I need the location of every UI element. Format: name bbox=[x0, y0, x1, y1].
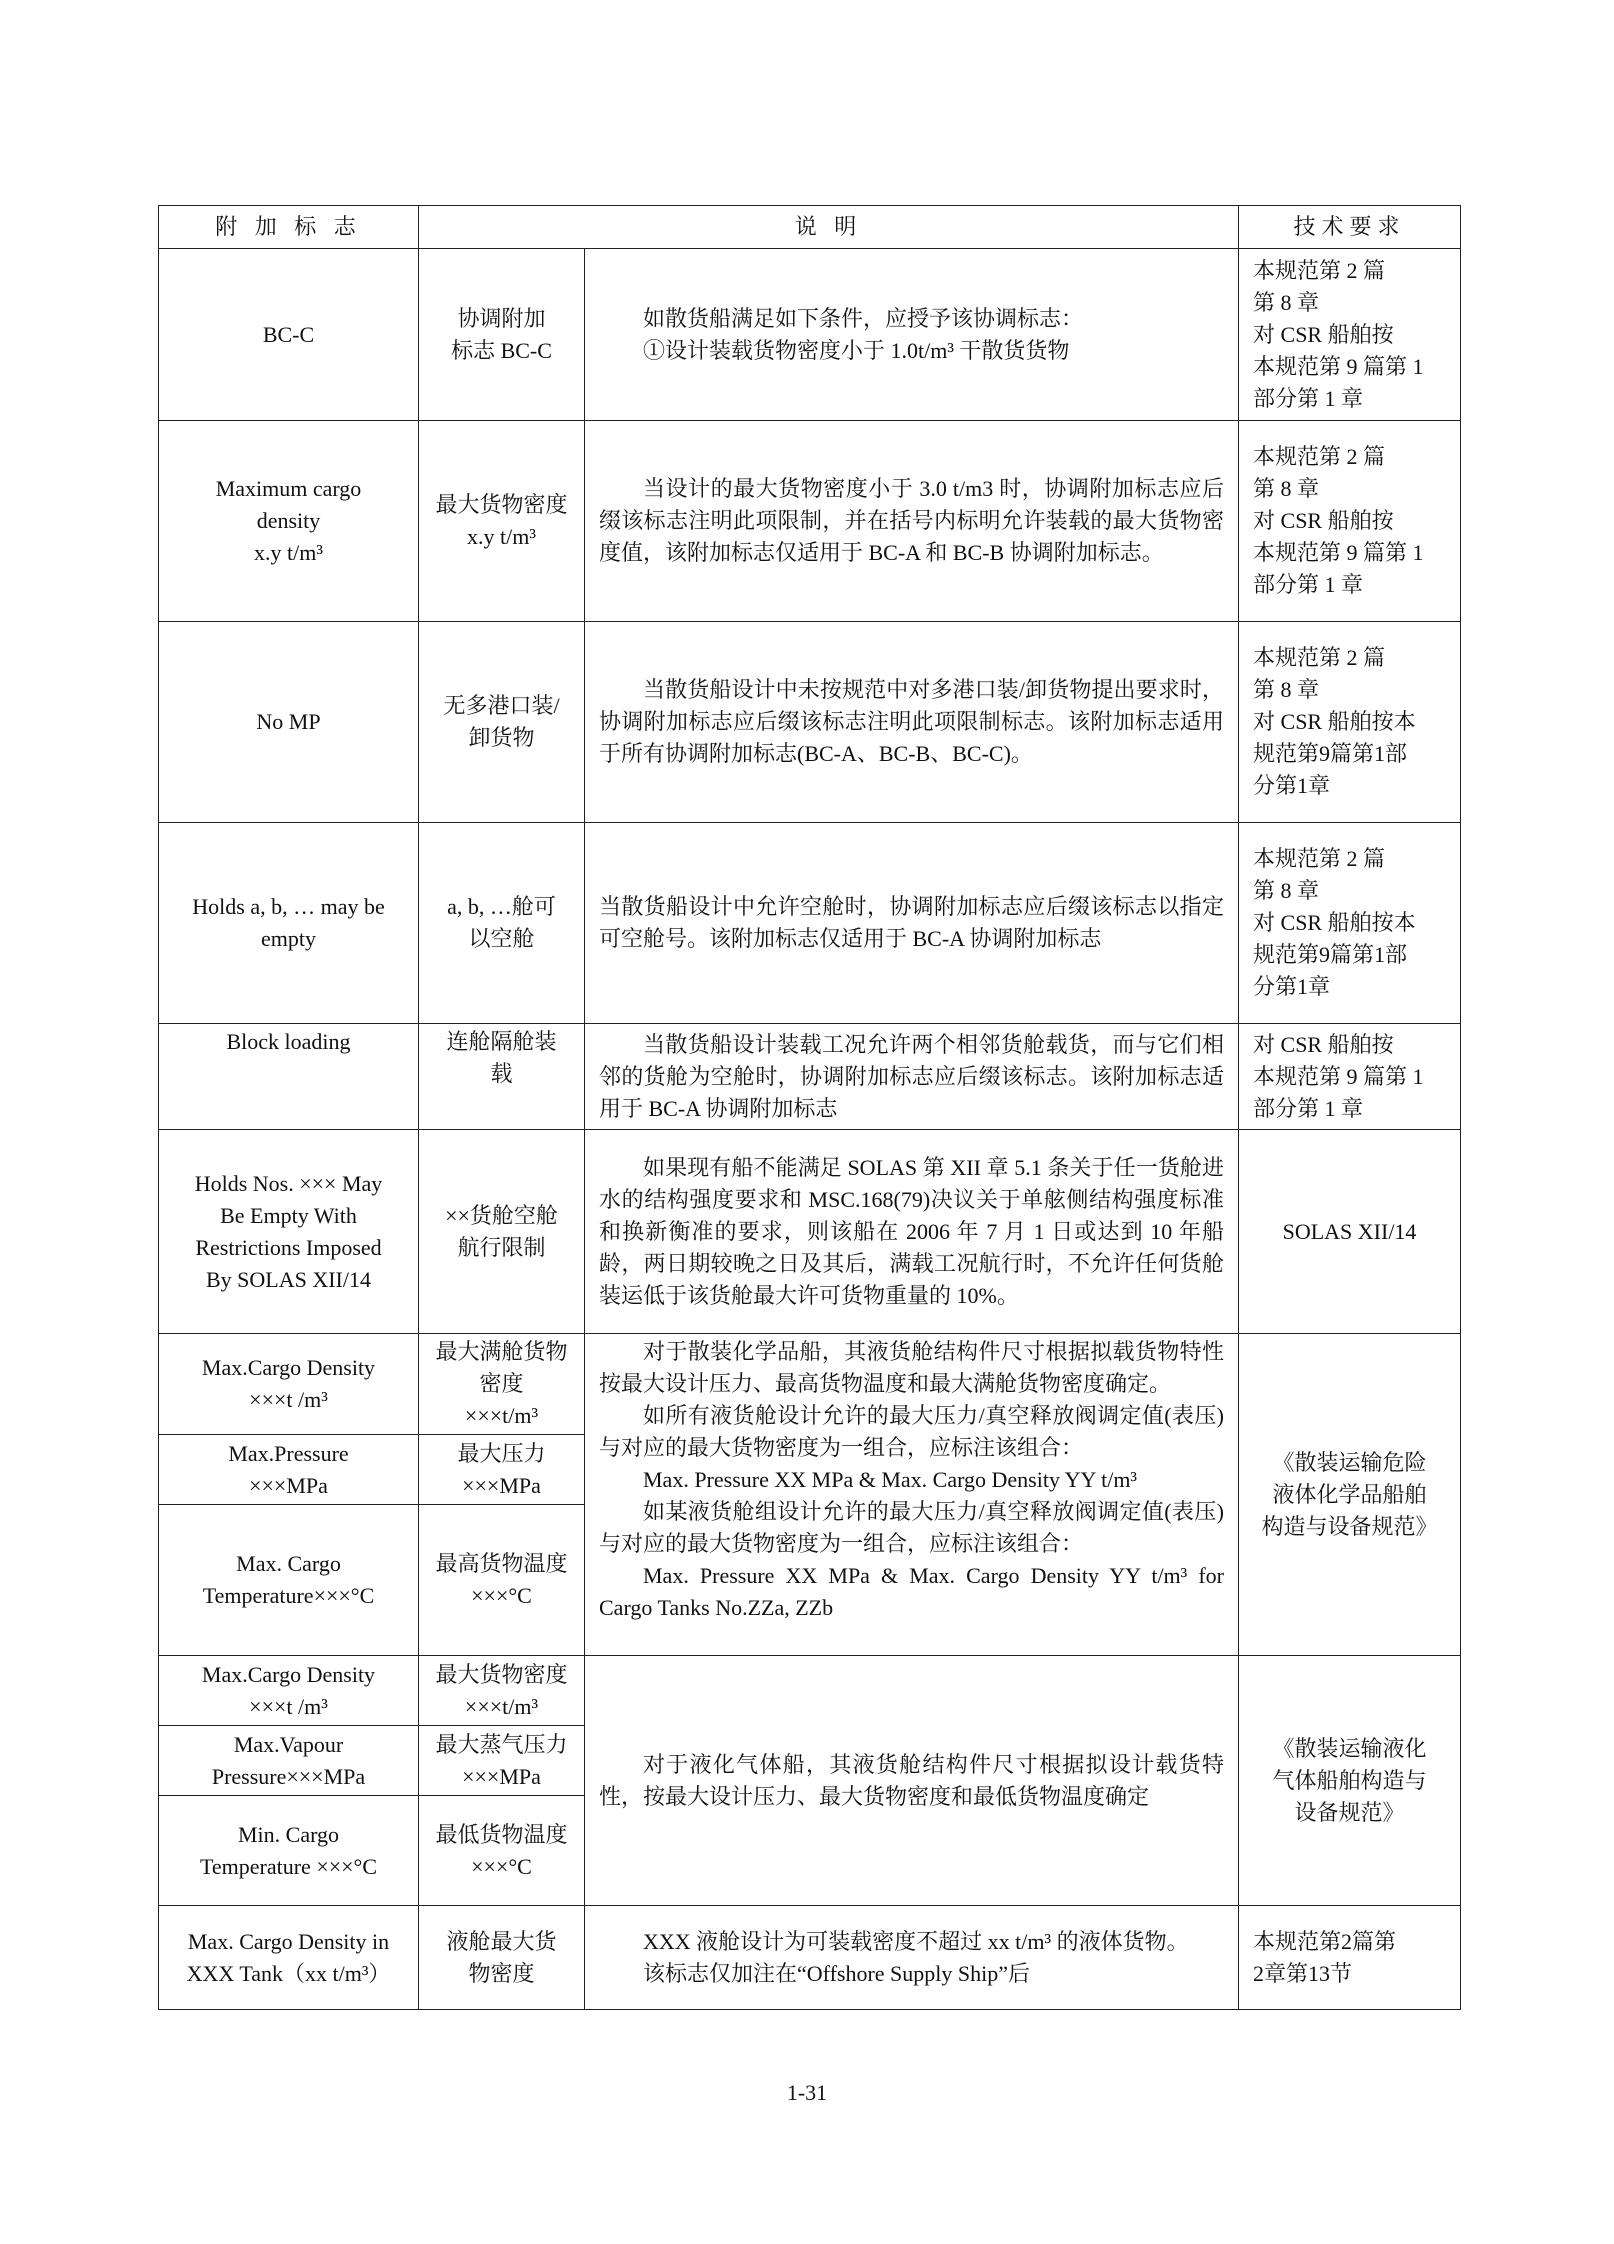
table-row bbox=[159, 249, 1461, 421]
description-text: 如散货船满足如下条件，应授予该协调标志： bbox=[643, 305, 1084, 331]
description-text: Max. Pressure XX MPa & Max. Cargo Density YY t/m³ for Cargo Tanks No.ZZa, ZZb bbox=[599, 1563, 1225, 1620]
notation-cell: Max. Cargo Temperature×××°C bbox=[159, 1505, 419, 1656]
description-cell bbox=[585, 249, 1239, 421]
description-text: 该标志仅加注在“Offshore Supply Ship”后 bbox=[643, 1960, 1031, 1986]
description-text: 如果现有船不能满足 SOLAS 第 XII 章 5.1 条关于任一货舱进水的结构强度要求和 MSC.168(79)决议关于单舷侧结构强度标准和换新衡准的要求，则该船在 2006 年 7 月 1 日或达到 10 年船龄，两日期较晚之日及其后，满载工况航行时，不允许任何货舱装运低于该货舱最大许可货物重量的 10%。 bbox=[599, 1154, 1225, 1308]
description-text: Max. Pressure XX MPa & Max. Cargo Density YY t/m³ bbox=[643, 1467, 1138, 1492]
description-cell bbox=[585, 1906, 1239, 2010]
notation-cell: No MP bbox=[159, 622, 419, 823]
notation-cell: Maximum cargo density x.y t/m³ bbox=[159, 421, 419, 622]
description-cell bbox=[585, 421, 1239, 622]
description-text: 如某液货舱组设计允许的最大压力/真空释放阀调定值(表压)与对应的最大货物密度为一组合，应标注该组合： bbox=[599, 1499, 1225, 1556]
name-cell: 液舱最大货 物密度 bbox=[419, 1906, 585, 2010]
description-cell bbox=[585, 1334, 1239, 1656]
name-cell: 最大蒸气压力 ×××MPa bbox=[419, 1726, 585, 1796]
notation-cell: Max. Cargo Density in XXX Tank（xx t/m³） bbox=[159, 1906, 419, 2010]
name-cell: 最大货物密度 ×××t/m³ bbox=[419, 1656, 585, 1726]
requirement-cell: 对 CSR 船舶按 本规范第 9 篇第 1 部分第 1 章 bbox=[1239, 1024, 1461, 1130]
notation-cell: Min. Cargo Temperature ×××°C bbox=[159, 1796, 419, 1906]
name-cell: 无多港口装/ 卸货物 bbox=[419, 622, 585, 823]
page-number: 1-31 bbox=[786, 2080, 828, 2105]
table-row bbox=[159, 622, 1461, 823]
table-row bbox=[159, 1130, 1461, 1334]
name-cell: 最大满舱货物 密度 ×××t/m³ bbox=[419, 1334, 585, 1435]
notation-cell: Block loading bbox=[159, 1024, 419, 1130]
requirement-cell: 《散装运输危险 液体化学品船舶 构造与设备规范》 bbox=[1239, 1334, 1461, 1656]
header-requirements: 技术要求 bbox=[1239, 206, 1461, 249]
description-text: 如所有液货舱设计允许的最大压力/真空释放阀调定值(表压)与对应的最大货物密度为一组合，应标注该组合： bbox=[599, 1403, 1225, 1460]
description-text: 当散货船设计中允许空舱时，协调附加标志应后缀该标志以指定可空舱号。该附加标志仅适用于 BC-A 协调附加标志 bbox=[599, 894, 1225, 951]
notation-cell: Holds Nos. ××× May Be Empty With Restrictions Imposed By SOLAS XII/14 bbox=[159, 1130, 419, 1334]
description-cell bbox=[585, 823, 1239, 1024]
description-text: ①设计装载货物密度小于 1.0t/m³ 干散货货物 bbox=[643, 337, 1070, 363]
name-cell: 最低货物温度 ×××°C bbox=[419, 1796, 585, 1906]
name-cell: 最大货物密度 x.y t/m³ bbox=[419, 421, 585, 622]
table-row bbox=[159, 1906, 1461, 2010]
notation-cell: Holds a, b, … may be empty bbox=[159, 823, 419, 1024]
requirement-cell: 本规范第 2 篇 第 8 章 对 CSR 船舶按本 规范第9篇第1部 分第1章 bbox=[1239, 622, 1461, 823]
name-cell: 最高货物温度 ×××°C bbox=[419, 1505, 585, 1656]
notation-cell: BC-C bbox=[159, 249, 419, 421]
name-cell: a, b, …舱可 以空舱 bbox=[419, 823, 585, 1024]
table-row bbox=[159, 823, 1461, 1024]
table-header-row bbox=[159, 206, 1461, 249]
header-description: 说 明 bbox=[419, 206, 1239, 249]
notation-table bbox=[158, 205, 1461, 2010]
description-text: 对于液化气体船，其液货舱结构件尺寸根据拟设计载货特性，按最大设计压力、最大货物密度和最低货物温度确定 bbox=[599, 1751, 1225, 1809]
table-row bbox=[159, 421, 1461, 622]
description-cell bbox=[585, 622, 1239, 823]
notation-cell: Max.Cargo Density ×××t /m³ bbox=[159, 1656, 419, 1726]
requirement-cell: 本规范第 2 篇 第 8 章 对 CSR 船舶按 本规范第 9 篇第 1 部分第 1 章 bbox=[1239, 421, 1461, 622]
name-cell: 协调附加 标志 BC-C bbox=[419, 249, 585, 421]
description-text: 对于散装化学品船，其液货舱结构件尺寸根据拟载货物特性按最大设计压力、最高货物温度和最大满舱货物密度确定。 bbox=[599, 1339, 1225, 1396]
requirement-cell: 《散装运输液化 气体船舶构造与 设备规范》 bbox=[1239, 1656, 1461, 1906]
requirement-cell: 本规范第 2 篇 第 8 章 对 CSR 船舶按本 规范第9篇第1部 分第1章 bbox=[1239, 823, 1461, 1024]
description-cell bbox=[585, 1656, 1239, 1906]
table-row bbox=[159, 1656, 1461, 1726]
requirement-cell: 本规范第2篇第 2章第13节 bbox=[1239, 1906, 1461, 2010]
notation-cell: Max.Vapour Pressure×××MPa bbox=[159, 1726, 419, 1796]
description-text: 当散货船设计装载工况允许两个相邻货舱载货，而与它们相邻的货舱为空舱时，协调附加标志应后缀该标志。该附加标志适用于 BC-A 协调附加标志 bbox=[599, 1031, 1225, 1121]
description-text: 当设计的最大货物密度小于 3.0 t/m3 时，协调附加标志应后缀该标志注明此项限制，并在括号内标明允许装载的最大货物密度值，该附加标志仅适用于 BC-A 和 BC-B 协调附加标志。 bbox=[599, 476, 1225, 565]
requirement-cell: SOLAS XII/14 bbox=[1239, 1130, 1461, 1334]
header-notation: 附 加 标 志 bbox=[159, 206, 419, 249]
table-row bbox=[159, 1024, 1461, 1130]
notation-cell: Max.Pressure ×××MPa bbox=[159, 1435, 419, 1505]
requirement-cell: 本规范第 2 篇 第 8 章 对 CSR 船舶按 本规范第 9 篇第 1 部分第 1 章 bbox=[1239, 249, 1461, 421]
notation-cell: Max.Cargo Density ×××t /m³ bbox=[159, 1334, 419, 1435]
description-text: 当散货船设计中未按规范中对多港口装/卸货物提出要求时，协调附加标志应后缀该标志注明此项限制标志。该附加标志适用于所有协调附加标志(BC-A、BC-B、BC-C)。 bbox=[599, 677, 1225, 766]
name-cell: ××货舱空舱 航行限制 bbox=[419, 1130, 585, 1334]
description-cell bbox=[585, 1024, 1239, 1130]
name-cell: 连舱隔舱装 载 bbox=[419, 1024, 585, 1130]
description-cell bbox=[585, 1130, 1239, 1334]
table-row bbox=[159, 1334, 1461, 1435]
name-cell: 最大压力 ×××MPa bbox=[419, 1435, 585, 1505]
description-text: XXX 液舱设计为可装载密度不超过 xx t/m³ 的液体货物。 bbox=[643, 1928, 1189, 1954]
